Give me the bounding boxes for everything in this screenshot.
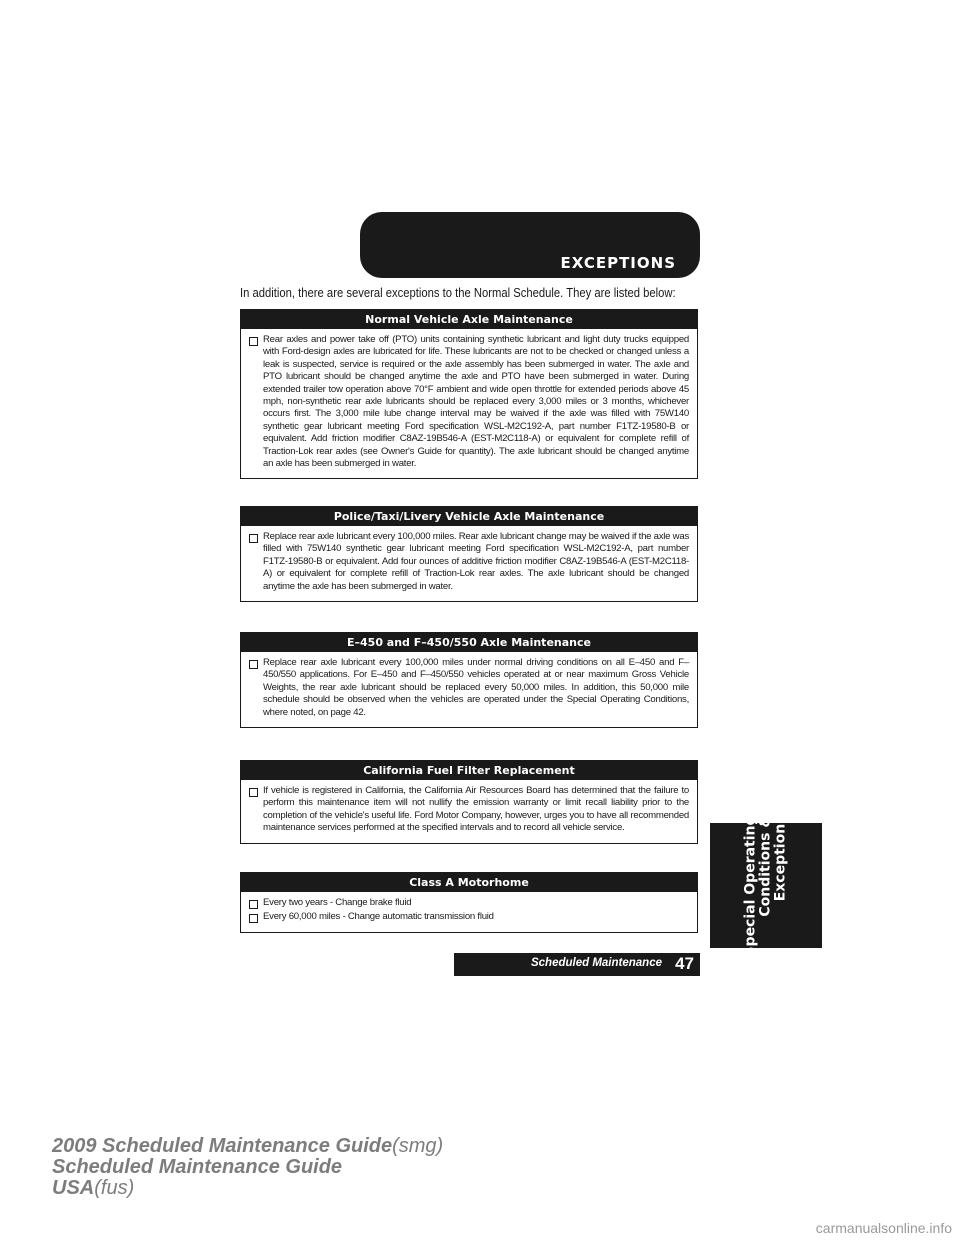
checkbox-icon [249,337,258,346]
document-watermark: 2009 Scheduled Maintenance Guide(smg) Scheduled Maintenance Guide USA(fus) [52,1135,444,1199]
item-text: Every 60,000 miles - Change automatic transmission fluid [263,911,494,923]
section-heading: E–450 and F–450/550 Axle Maintenance [241,633,697,652]
footer-bar [454,953,700,976]
list-item [249,911,689,923]
list-item [249,785,689,835]
section-class-a-motorhome [240,872,698,933]
item-text: Replace rear axle lubricant every 100,000 miles under normal driving conditions on all E–450 and F–450/550 applications. For E–450 and F–450/550 vehicles operated at or near maximum Gross Vehicle Weights, the rear axle lubricant should be replaced every 50,000 miles. In addition, this 50,000 mile schedule should be observed when the vehicles are operated under the Special Operating Conditions, where noted, on page 42. [263,657,689,718]
section-heading: Class A Motorhome [241,873,697,892]
checkbox-icon [249,914,258,923]
section-e450-axle [240,632,698,728]
site-watermark: carmanualsonline.info [815,1220,952,1236]
section-title: EXCEPTIONS [560,254,676,272]
checkbox-icon [249,534,258,543]
section-header-tab [360,212,700,278]
list-item [249,657,689,719]
list-item [249,897,689,909]
page-number: 47 [675,954,694,973]
chapter-side-tab[interactable] [710,814,822,957]
item-text: If vehicle is registered in California, the California Air Resources Board has determined that the failure to perform this maintenance item will not nullify the emission warranty or limit recall liability prior to the completion of the vehicle's useful life. Ford Motor Company, however, urges you to have all recommended maintenance services performed at the specified intervals and to record all vehicle service. [263,785,689,834]
checkbox-icon [249,788,258,797]
item-text: Replace rear axle lubricant every 100,000 miles. Rear axle lubricant change may be waived if the axle was filled with 75W140 synthetic gear lubricant meeting Ford specification WSL-M2C192-A, part number F1TZ-19580-B or equivalent. Add four ounces of additive friction modifier C8AZ-19B546-A (EST-M2C118-A) or equivalent for complete refill of Traction-Lok rear axles. The axle lubricant should be changed anytime the axle has been submerged in water. [263,531,689,592]
section-heading: Police/Taxi/Livery Vehicle Axle Maintenance [241,507,697,526]
section-heading: California Fuel Filter Replacement [241,761,697,780]
item-text: Rear axles and power take off (PTO) units containing synthetic lubricant and light duty trucks equipped with Ford-design axles are lubricated for life. These lubricants are not to be checked or changed unless a leak is suspected, service is required or the axle assembly has been submerged in water. The axle and PTO lubricant should be changed anytime the axle and PTO have been submerged in water. During extended trailer tow operation above 70°F ambient and wide open throttle for extended periods above 45 mph, non-synthetic rear axle lubricants should be replaced every 3,000 miles or 3 months, whichever occurs first. The 3,000 mile lube change interval may be waived if the axle was filled with 75W140 synthetic gear lubricant meeting Ford specification WSL-M2C192-A, part number F1TZ-19580-B or equivalent. Add friction modifier C8AZ-19B546-A (EST-M2C118-A) or equivalent for complete refill of Traction-Lok rear axles (see Owner's Guide for quantity). The axle lubricant should be changed anytime an axle has been submerged in water. [263,334,689,470]
section-police-axle [240,506,698,602]
chapter-side-tab-label: Special Operating Conditions & Exceptions [742,814,789,957]
section-normal-axle [240,309,698,479]
section-california-fuel-filter [240,760,698,844]
item-text: Every two years - Change brake fluid [263,897,412,908]
section-heading: Normal Vehicle Axle Maintenance [241,310,697,329]
intro-text: In addition, there are several exceptions to the Normal Schedule. They are listed below: [240,286,676,300]
list-item [249,531,689,593]
checkbox-icon [249,900,258,909]
footer-label: Scheduled Maintenance [530,957,662,969]
checkbox-icon [249,660,258,669]
list-item [249,334,689,470]
